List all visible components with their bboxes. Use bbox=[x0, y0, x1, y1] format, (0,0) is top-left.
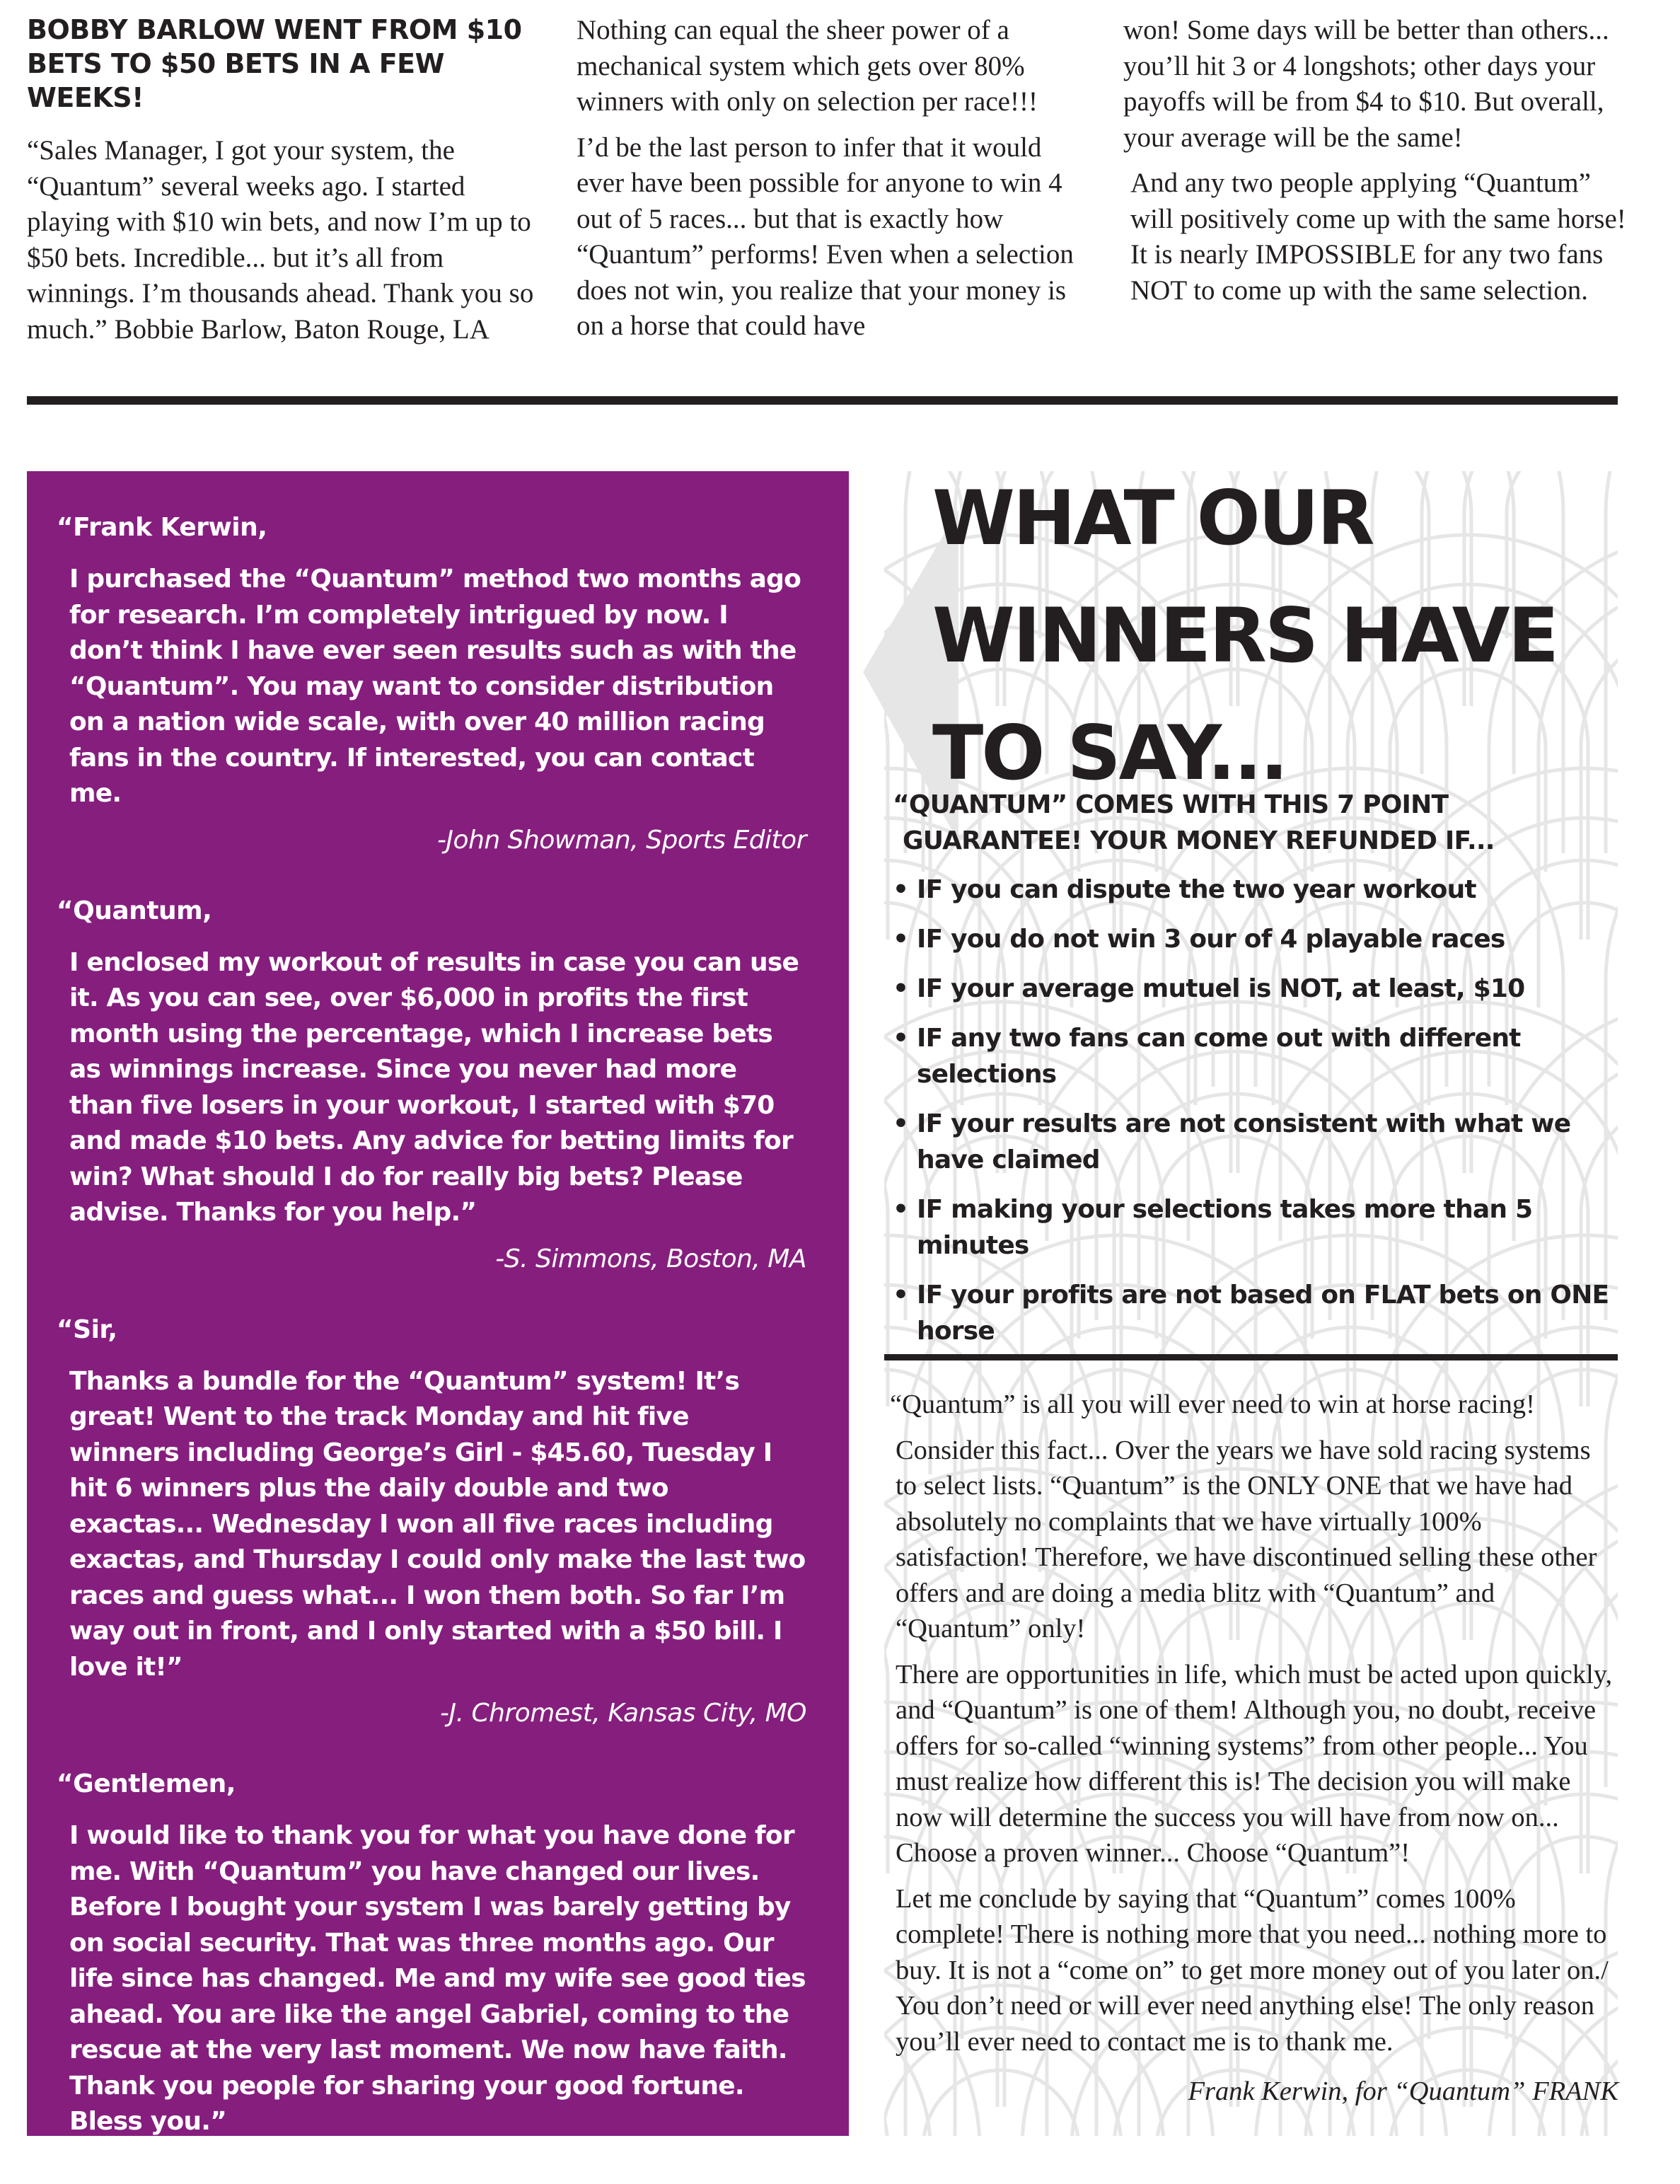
testimonial-signature: -Frank & Ester Rhodes, San Diego, CA bbox=[336, 2153, 806, 2183]
guarantee-text: IF making your selections takes more than 5 minutes bbox=[917, 1195, 1533, 1260]
bullet-icon: • bbox=[893, 1109, 909, 1138]
column-2-paragraph-2: I’d be the last person to infer that it would ever have been possible for anyone to win 4 out of 5 races... but that is exactly how “Quantum” performs! Even when a selection does not win, you realize that your money is on a horse that could have bbox=[577, 132, 1074, 341]
guarantee-text: IF you do not win 3 our of 4 playable races bbox=[917, 925, 1505, 954]
closing-paragraph: There are opportunities in life, which must be acted upon quickly, and “Quantum” is one of them! Although you, no doubt, receive offers for so-called “winning systems” from other people... You must realize how different this is! The decision you will make now will determine the success you will have from now on... Choose a proven winner... Choose “Quantum”! bbox=[896, 1659, 1613, 1868]
bobby-barlow-headline: BOBBY BARLOW WENT FROM $10 BETS TO $50 BETS IN A FEW WEEKS! bbox=[27, 14, 522, 113]
testimonial-signature: -John Showman, Sports Editor bbox=[436, 825, 806, 855]
closing-paragraph: Let me conclude by saying that “Quantum” comes 100% complete! There is nothing more that you need... nothing more to buy. It is not a “come on” to get more money out of you later on./ You don’t need or will ever need anything else! The only reason you’ll ever need to contact me is to thank me. bbox=[896, 1883, 1609, 2057]
testimonial-card bbox=[57, 1769, 806, 2184]
column-3-paragraph-1: won! Some days will be better than others... you’ll hit 3 or 4 longshots; other days your payoffs will be from $4 to $10. But overall, your average will be the same! bbox=[1123, 15, 1609, 153]
testimonial-salutation: “Quantum, bbox=[57, 896, 212, 925]
guarantee-text: IF you can dispute the two year workout bbox=[917, 875, 1476, 904]
heading-line: TO SAY... bbox=[932, 710, 1287, 797]
top-column-1 bbox=[27, 13, 550, 357]
column-3-paragraph-2: And any two people applying “Quantum” will positively come up with the same horse! It is nearly IMPOSSIBLE for any two fans NOT to come up with the same selection. bbox=[1130, 168, 1626, 306]
guarantee-item bbox=[893, 921, 1614, 957]
guarantee-item bbox=[893, 1106, 1614, 1178]
guarantee-text: IF your profits are not based on FLAT bets on ONE horse bbox=[917, 1281, 1609, 1346]
bullet-icon: • bbox=[893, 925, 909, 954]
top-column-2 bbox=[577, 13, 1093, 354]
bullet-icon: • bbox=[893, 1281, 909, 1310]
winners-heading bbox=[932, 460, 1611, 812]
testimonial-salutation: “Gentlemen, bbox=[57, 1769, 236, 1798]
testimonial-salutation: “Sir, bbox=[57, 1315, 117, 1344]
testimonial-salutation: “Frank Kerwin, bbox=[57, 513, 267, 542]
heading-line: WINNERS HAVE bbox=[932, 592, 1558, 679]
testimonial-body: Thanks a bundle for the “Quantum” system! It’s great! Went to the track Monday and hit five winners including George’s Girl - $45.60, Tuesday I hit 6 winners plus the daily double and two exactas... Wednesday I won all five races including exactas, and Thursday I could only make the last two races and guess what... I won them both. So far I’m way out in front, and I only started with a $50 bill. I love it!” bbox=[69, 1366, 806, 1682]
bullet-icon: • bbox=[893, 1195, 909, 1224]
testimonial-signature: -J. Chromest, Kansas City, MO bbox=[439, 1699, 806, 1728]
bullet-icon: • bbox=[893, 974, 909, 1003]
testimonial-card bbox=[57, 1315, 806, 1730]
testimonial-card bbox=[57, 512, 806, 856]
guarantee-text: IF your average mutuel is NOT, at least, $10 bbox=[917, 974, 1525, 1003]
bullet-icon: • bbox=[893, 1024, 909, 1053]
guarantee-item bbox=[893, 1191, 1614, 1264]
guarantee-list bbox=[893, 872, 1614, 1363]
testimonial-card bbox=[57, 896, 806, 1275]
testimonial-body: I enclosed my workout of results in case you can use it. As you can see, over $6,000 in profits the first month using the percentage, which I increase bets as winnings increase. Since you never had more than five losers in your workout, I started with $70 and made $10 bets. Any advice for betting limits for win? What should I do for really big bets? Please advise. Thanks for you help.” bbox=[69, 947, 799, 1227]
guarantee-item bbox=[893, 872, 1614, 908]
scallop-arc bbox=[884, 1561, 888, 1873]
signoff: Frank Kerwin, for “Quantum” FRANK bbox=[1188, 2076, 1618, 2106]
guarantee-divider-rule bbox=[884, 1354, 1618, 1360]
testimonial-body: I purchased the “Quantum” method two months ago for research. I’m completely intrigued by now. I don’t think I have ever seen results such as with the “Quantum”. You may want to consider distribution on a nation wide scale, with over 40 million racing fans in the country. If interested, you can contact me. bbox=[69, 565, 801, 808]
testimonials-box bbox=[27, 471, 849, 2183]
bullet-icon: • bbox=[893, 875, 909, 904]
guarantee-item bbox=[893, 1277, 1614, 1349]
testimonial-body: I would like to thank you for what you have done for me. With “Quantum” you have changed our lives. Before I bought your system I was barely getting by on social security. That was three months ago. Our life since has changed. Me and my wife see good ties ahead. You are like the angel Gabriel, coming to the rescue at the very last moment. We now have faith. Thank you people for sharing your good fortune. Bless you.” bbox=[69, 1821, 806, 2136]
guarantee-title-line: GUARANTEE! YOUR MONEY REFUNDED IF... bbox=[903, 826, 1495, 855]
top-column-3 bbox=[1123, 13, 1640, 318]
guarantee-title bbox=[893, 787, 1614, 859]
heading-line: WHAT OUR bbox=[932, 475, 1373, 562]
closing-paragraph: Consider this fact... Over the years we have sold racing systems to select lists. “Quantum” is the ONLY ONE that we have had absolutely no complaints that we have virtually 100% satisfaction! Therefore, we have discontinued selling these other offers and are doing a media blitz with “Quantum” and “Quantum” only! bbox=[896, 1435, 1597, 1643]
closing-paragraph: “Quantum” is all you will ever need to win at horse racing! bbox=[890, 1389, 1535, 1419]
guarantee-item bbox=[893, 1020, 1614, 1092]
bobby-barlow-quote: “Sales Manager, I got your system, the “Quantum” several weeks ago. I started playing with $10 win bets, and now I’m up to $50 bets. Incredible... but it’s all from winnings. I’m thousands ahead. Thank you so much.” Bobbie Barlow, Baton Rouge, LA bbox=[27, 135, 534, 345]
closing-copy bbox=[890, 1387, 1618, 2120]
guarantee-text: IF your results are not consistent with what we have claimed bbox=[917, 1109, 1571, 1174]
guarantee-text: IF any two fans can come out with different selections bbox=[917, 1024, 1521, 1089]
testimonial-signature: -S. Simmons, Boston, MA bbox=[495, 1244, 806, 1273]
guarantee-title-line: “QUANTUM” COMES WITH THIS 7 POINT bbox=[893, 790, 1449, 819]
guarantee-item bbox=[893, 971, 1614, 1007]
column-2-paragraph-1: Nothing can equal the sheer power of a mechanical system which gets over 80% winners with only on selection per race!!! bbox=[577, 15, 1038, 117]
top-divider-rule bbox=[27, 396, 1618, 405]
